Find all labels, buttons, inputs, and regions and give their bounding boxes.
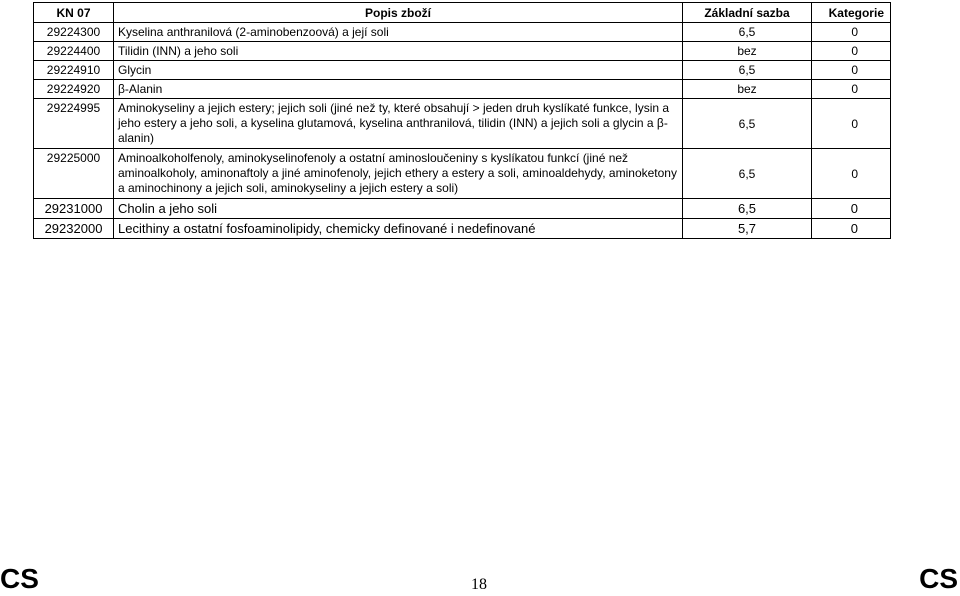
cell-category: 0 [812, 80, 891, 99]
cell-description: Kyselina anthranilová (2-aminobenzoová) a její soli [114, 23, 683, 42]
cell-description: β-Alanin [114, 80, 683, 99]
cell-code: 29225000 [34, 149, 114, 199]
cell-rate: bez [683, 80, 812, 99]
cell-category: 0 [812, 149, 891, 199]
cell-code: 29232000 [34, 219, 114, 239]
cell-code: 29224910 [34, 61, 114, 80]
cell-rate: 6,5 [683, 199, 812, 219]
header-rate: Základní sazba [683, 3, 812, 23]
table-row [34, 23, 891, 42]
table-row [34, 199, 891, 219]
header-code: KN 07 [34, 3, 114, 23]
table-row [34, 61, 891, 80]
cell-category: 0 [812, 99, 891, 149]
cell-category: 0 [812, 42, 891, 61]
cell-rate: 6,5 [683, 99, 812, 149]
cell-category: 0 [812, 199, 891, 219]
table-row [34, 80, 891, 99]
cell-code: 29224920 [34, 80, 114, 99]
cell-rate: bez [683, 42, 812, 61]
header-description: Popis zboží [114, 3, 683, 23]
cell-description: Glycin [114, 61, 683, 80]
cell-description: Lecithiny a ostatní fosfoaminolipidy, chemicky definované i nedefinované [114, 219, 683, 239]
table-row [34, 42, 891, 61]
cell-rate: 6,5 [683, 61, 812, 80]
table-header-row [34, 3, 891, 23]
cell-rate: 6,5 [683, 23, 812, 42]
cell-description: Cholin a jeho soli [114, 199, 683, 219]
cell-rate: 6,5 [683, 149, 812, 199]
cell-description: Aminoalkoholfenoly, aminokyselinofenoly a ostatní aminosloučeniny s kyslíkatou funkcí (jiné než aminoalkoholy, aminonaftoly a jiné aminofenoly, jejich ethery a estery a soli, aminoaldehydy, aminoketony a aminochinony a jejich soli, aminokyseliny a jejich estery a soli) [114, 149, 683, 199]
footer-language-mark-left: CS [0, 563, 39, 594]
footer-language-mark-right: CS [919, 563, 958, 594]
cell-code: 29231000 [34, 199, 114, 219]
cell-rate: 5,7 [683, 219, 812, 239]
cell-category: 0 [812, 23, 891, 42]
table-row [34, 219, 891, 239]
cell-code: 29224400 [34, 42, 114, 61]
cell-description: Tilidin (INN) a jeho soli [114, 42, 683, 61]
table-row [34, 149, 891, 199]
tariff-table [33, 2, 891, 239]
cell-description: Aminokyseliny a jejich estery; jejich soli (jiné než ty, které obsahují > jeden druh kyslíkaté funkce, lysin a jeho estery a jeho soli, a kyselina glutamová, kyselina anthranilová, tilidin (INN) a jejich soli a glycin a β-alanin) [114, 99, 683, 149]
page-number: 18 [471, 576, 487, 593]
header-category: Kategorie [812, 3, 891, 23]
cell-category: 0 [812, 219, 891, 239]
cell-code: 29224300 [34, 23, 114, 42]
cell-code: 29224995 [34, 99, 114, 149]
table-row [34, 99, 891, 149]
cell-category: 0 [812, 61, 891, 80]
